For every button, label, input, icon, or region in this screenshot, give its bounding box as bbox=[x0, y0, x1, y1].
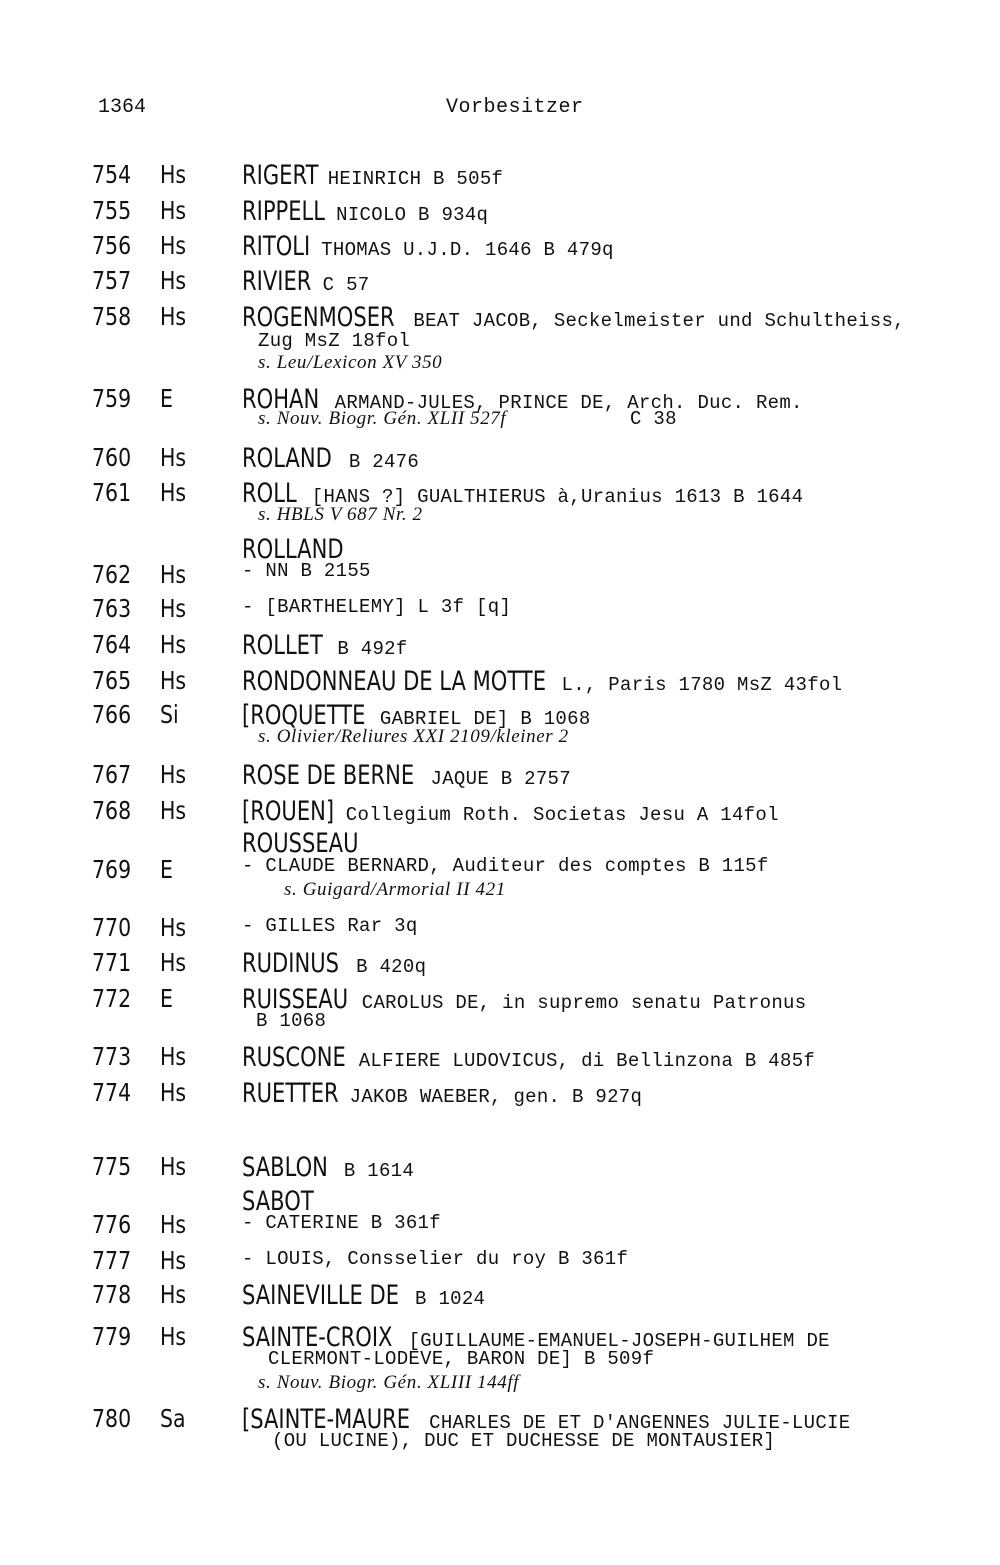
entry-details: B 420q bbox=[344, 956, 427, 978]
owner-name: ROLAND bbox=[242, 443, 332, 474]
entry-type-code: Hs bbox=[160, 1078, 187, 1107]
entry-continuation: CLERMONT-LODEVE, BARON DE] B 509f bbox=[268, 1348, 655, 1370]
entry-type-code: Hs bbox=[160, 913, 187, 942]
owner-name: RUSCONE bbox=[242, 1042, 346, 1073]
entry-number: 770 bbox=[92, 913, 132, 942]
literature-reference: s. HBLS V 687 Nr. 2 bbox=[258, 504, 423, 525]
entry-number: 774 bbox=[92, 1078, 132, 1107]
entry-number: 756 bbox=[92, 231, 132, 260]
literature-reference: s. Guigard/Armorial II 421 bbox=[284, 879, 506, 900]
entry-details: - NN B 2155 bbox=[242, 560, 371, 582]
group-heading: SABOT bbox=[242, 1186, 314, 1217]
entry-number: 775 bbox=[92, 1152, 132, 1181]
entry-details: - CATERINE B 361f bbox=[242, 1212, 441, 1234]
entry-number: 760 bbox=[92, 443, 132, 472]
entry-number: 754 bbox=[92, 160, 132, 189]
entry-details: ARMAND-JULES, PRINCE DE, Arch. Duc. Rem. bbox=[322, 392, 803, 414]
entry-details: L., Paris 1780 MsZ 43fol bbox=[549, 674, 843, 696]
owner-name: RIVIER bbox=[242, 266, 312, 297]
entry-type-code: Hs bbox=[160, 1042, 187, 1071]
literature-reference: s. Nouv. Biogr. Gén. XLII 527f bbox=[258, 408, 507, 429]
entry-details: - CLAUDE BERNARD, Auditeur des comptes B 115f bbox=[242, 855, 769, 877]
entry-details: [GUILLAUME-EMANUEL-JOSEPH-GUILHEM DE bbox=[396, 1330, 830, 1352]
owner-name: [SAINTE-MAURE bbox=[242, 1404, 411, 1435]
entry-number: 778 bbox=[92, 1280, 132, 1309]
literature-reference: s. Leu/Lexicon XV 350 bbox=[258, 352, 443, 373]
owner-name: RUISSEAU bbox=[242, 984, 349, 1015]
literature-reference: s. Olivier/Reliures XXI 2109/kleiner 2 bbox=[258, 726, 569, 747]
entry-number: 766 bbox=[92, 700, 132, 729]
entry-details: HEINRICH B 505f bbox=[316, 168, 504, 190]
entry-number: 761 bbox=[92, 478, 132, 507]
owner-name: RUETTER bbox=[242, 1078, 339, 1109]
entry-type-code: Hs bbox=[160, 1280, 187, 1309]
running-title: Vorbesitzer bbox=[446, 96, 584, 119]
entry-details: THOMAS U.J.D. 1646 B 479q bbox=[309, 239, 614, 261]
entry-number: 771 bbox=[92, 948, 132, 977]
entry-details: B 492f bbox=[325, 638, 408, 660]
entry-type-code: Hs bbox=[160, 594, 187, 623]
entry-type-code: Hs bbox=[160, 760, 187, 789]
entry-type-code: Hs bbox=[160, 630, 187, 659]
entry-details: BEAT JACOB, Seckelmeister und Schultheiss, bbox=[401, 310, 905, 332]
entry-type-code: Hs bbox=[160, 478, 187, 507]
entry-type-code: Si bbox=[160, 700, 179, 729]
entry-details: GABRIEL DE] B 1068 bbox=[368, 708, 591, 730]
owner-name: RITOLI bbox=[242, 231, 311, 262]
entry-type-code: Hs bbox=[160, 948, 187, 977]
entry-number: 762 bbox=[92, 560, 132, 589]
entry-details: B 2476 bbox=[337, 451, 420, 473]
owner-name: RUDINUS bbox=[242, 948, 340, 979]
entry-number: 773 bbox=[92, 1042, 132, 1071]
entry-details: JAKOB WAEBER, gen. B 927q bbox=[337, 1086, 643, 1108]
entry-details: B 1614 bbox=[332, 1160, 415, 1182]
group-heading: ROLLAND bbox=[242, 534, 344, 565]
entry-number: 767 bbox=[92, 760, 132, 789]
entry-details: JAQUE B 2757 bbox=[418, 768, 571, 790]
entry-number: 764 bbox=[92, 630, 132, 659]
entry-number: 772 bbox=[92, 984, 132, 1013]
entry-number: 755 bbox=[92, 196, 132, 225]
entry-details: [HANS ?] GUALTHIERUS à,Uranius 1613 B 1644 bbox=[300, 486, 804, 508]
group-heading: ROUSSEAU bbox=[242, 828, 359, 859]
entry-number: 768 bbox=[92, 796, 132, 825]
entry-type-code: Hs bbox=[160, 796, 187, 825]
owner-name: ROGENMOSER bbox=[242, 302, 395, 333]
entry-continuation: B 1068 bbox=[256, 1010, 327, 1032]
entry-details: - [BARTHELEMY] L 3f [q] bbox=[242, 596, 512, 618]
entry-details: CAROLUS DE, in supremo senatu Patronus bbox=[350, 992, 807, 1014]
owner-name: SABLON bbox=[242, 1152, 328, 1183]
entry-continuation: Zug MsZ 18fol bbox=[258, 330, 411, 352]
page-number: 1364 bbox=[98, 96, 147, 119]
entry-type-code: Hs bbox=[160, 160, 187, 189]
owner-name: ROLL bbox=[242, 478, 297, 509]
owner-name: [ROUEN] bbox=[242, 796, 335, 827]
entry-details: ALFIERE LUDOVICUS, di Bellinzona B 485f bbox=[347, 1050, 816, 1072]
entry-details: - LOUIS, Consselier du roy B 361f bbox=[242, 1248, 629, 1270]
owner-name: SAINTE-CROIX bbox=[242, 1322, 393, 1353]
owner-name: ROHAN bbox=[242, 384, 320, 415]
entry-details: NICOLO B 934q bbox=[324, 204, 489, 226]
entry-type-code: Hs bbox=[160, 196, 187, 225]
entry-type-code: Hs bbox=[160, 560, 187, 589]
entry-type-code: Hs bbox=[160, 666, 187, 695]
entry-details: C 57 bbox=[310, 274, 370, 296]
entry-type-code: E bbox=[160, 855, 173, 884]
entry-type-code: Hs bbox=[160, 443, 187, 472]
owner-name: SAINEVILLE DE bbox=[242, 1280, 400, 1311]
literature-reference: s. Nouv. Biogr. Gén. XLIII 144ff bbox=[258, 1372, 520, 1393]
entry-details: - GILLES Rar 3q bbox=[242, 915, 418, 937]
entry-number: 779 bbox=[92, 1322, 132, 1351]
entry-details: B 1024 bbox=[403, 1288, 486, 1310]
entry-type-code: Hs bbox=[160, 1210, 187, 1239]
entry-number: 763 bbox=[92, 594, 132, 623]
entry-number: 769 bbox=[92, 855, 132, 884]
owner-name: [ROQUETTE bbox=[242, 700, 366, 731]
entry-number: 758 bbox=[92, 302, 132, 331]
shelf-mark: C 38 bbox=[630, 408, 677, 430]
entry-type-code: Sa bbox=[160, 1404, 186, 1433]
entry-number: 765 bbox=[92, 666, 132, 695]
entry-continuation: (OU LUCINE), DUC ET DUCHESSE DE MONTAUSIER] bbox=[272, 1430, 776, 1452]
entry-details: CHARLES DE ET D'ANGENNES JULIE-LUCIE bbox=[417, 1412, 851, 1434]
entry-number: 777 bbox=[92, 1246, 132, 1275]
entry-type-code: Hs bbox=[160, 1246, 187, 1275]
entry-type-code: Hs bbox=[160, 302, 187, 331]
owner-name: RIPPELL bbox=[242, 196, 326, 227]
entry-type-code: Hs bbox=[160, 1152, 187, 1181]
entry-type-code: E bbox=[160, 984, 173, 1013]
entry-type-code: E bbox=[160, 384, 173, 413]
entry-number: 757 bbox=[92, 266, 132, 295]
entry-number: 776 bbox=[92, 1210, 132, 1239]
entry-type-code: Hs bbox=[160, 266, 187, 295]
owner-name: RIGERT bbox=[242, 160, 319, 191]
entry-number: 780 bbox=[92, 1404, 132, 1433]
entry-type-code: Hs bbox=[160, 231, 187, 260]
entry-details: Collegium Roth. Societas Jesu A 14fol bbox=[334, 804, 779, 826]
owner-name: ROSE DE BERNE bbox=[242, 760, 415, 791]
entry-type-code: Hs bbox=[160, 1322, 187, 1351]
entry-number: 759 bbox=[92, 384, 132, 413]
owner-name: RONDONNEAU DE LA MOTTE bbox=[242, 666, 547, 697]
owner-name: ROLLET bbox=[242, 630, 323, 661]
